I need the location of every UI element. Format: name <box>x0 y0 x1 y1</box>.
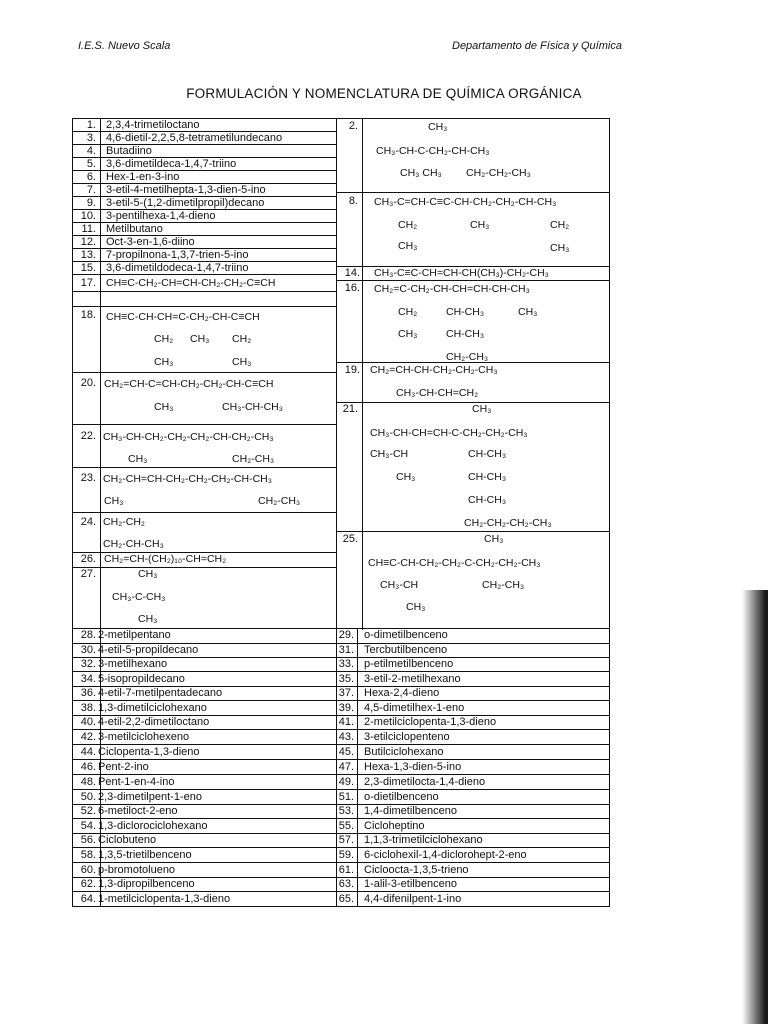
compound-name: 4-etil-5-propildecano <box>98 644 199 656</box>
row-number: 57. <box>338 834 354 846</box>
formula-18-branch: CH₂ <box>154 333 174 345</box>
row-number: 64. <box>80 893 96 905</box>
row-number: 30. <box>80 644 96 656</box>
compound-name: 3-etilciclopenteno <box>364 731 450 743</box>
formula-16-branch: CH₂ <box>398 306 418 318</box>
row-number: 43. <box>338 731 354 743</box>
formula-19-branch: CH₃-CH-CH=CH₂ <box>396 387 479 399</box>
school-name: I.E.S. Nuevo Scala <box>78 40 171 52</box>
formula-8-branch: CH₂ <box>398 219 418 231</box>
row-number: 14. <box>344 267 360 279</box>
row-number: 20. <box>80 377 96 389</box>
compound-name: 2-metilciclopenta-1,3-dieno <box>364 716 497 728</box>
formula-16-branch: CH-CH₃ <box>446 328 485 340</box>
row-number: 24. <box>80 516 96 528</box>
formula-19: CH₂=CH-CH-CH₂-CH₂-CH₃ <box>370 364 498 376</box>
row-number: 59. <box>338 849 354 861</box>
formula-25-branch: CH₃-CH <box>380 579 419 591</box>
compound-name: 1,1,3-trimetilciclohexano <box>364 834 483 846</box>
row-number: 42. <box>80 731 96 743</box>
compound-name: Oct-3-en-1,6-diino <box>106 236 195 248</box>
compound-name: p-etilmetilbenceno <box>364 658 454 670</box>
row-number: 56. <box>80 834 96 846</box>
formula-23-branch: CH₂-CH₃ <box>258 495 301 507</box>
row-number: 58. <box>80 849 96 861</box>
row-number: 36. <box>80 687 96 699</box>
department-name: Departamento de Física y Química <box>452 40 622 52</box>
formula-20-branch: CH₃-CH-CH₃ <box>222 401 284 413</box>
row-number: 38. <box>80 702 96 714</box>
compound-name: 3,6-dimetildodeca-1,4,7-triino <box>106 262 249 274</box>
compound-name: o-dimetilbenceno <box>364 629 448 641</box>
row-number: 63. <box>338 878 354 890</box>
row-number: 33. <box>338 658 354 670</box>
formula-8-branch: CH₃ <box>550 242 570 254</box>
row-number: 22. <box>80 430 96 442</box>
formula-27: CH₃ <box>138 613 158 625</box>
formula-16-branch: CH₃ <box>518 306 538 318</box>
compound-name: 4,5-dimetilhex-1-eno <box>364 702 465 714</box>
formula-21-branch: CH-CH₃ <box>468 471 507 483</box>
row-number: 10. <box>80 210 96 222</box>
compound-name: 2,3-dimetilocta-1,4-dieno <box>364 776 486 788</box>
row-number: 17. <box>80 277 96 289</box>
row-number: 47. <box>338 761 354 773</box>
compound-name: p-bromotolueno <box>98 864 176 876</box>
row-number: 32. <box>80 658 96 670</box>
row-number: 39. <box>338 702 354 714</box>
row-number: 13. <box>80 249 96 261</box>
row-number: 28. <box>80 629 96 641</box>
compound-name: 3-etil-2-metilhexano <box>364 673 461 685</box>
row-number: 29. <box>338 629 354 641</box>
formula-14: CH₃-C≡C-CH=CH-CH(CH₃)-CH₂-CH₃ <box>374 267 549 279</box>
row-number: 12. <box>80 236 96 248</box>
formula-25-branch: CH₃ <box>484 533 504 545</box>
formula-23: CH₂-CH=CH-CH₂-CH₂-CH₂-CH-CH₃ <box>103 473 273 485</box>
compound-name: Pent-2-ino <box>98 761 149 773</box>
row-number: 15. <box>80 262 96 274</box>
formula-27: CH₃ <box>138 568 158 580</box>
page-title: FORMULACIÓN Y NOMENCLATURA DE QUÍMICA ORGÁNICA <box>186 86 582 101</box>
compound-name: 6-ciclohexil-1,4-diclorohept-2-eno <box>364 849 527 861</box>
row-number: 27. <box>80 568 96 580</box>
row-number: 19. <box>344 364 360 376</box>
formula-25-branch: CH₃ <box>406 601 426 613</box>
formula-16-branch: CH₃ <box>398 328 418 340</box>
row-number: 50. <box>80 791 96 803</box>
formula-21-branch: CH-CH₃ <box>468 448 507 460</box>
compound-name: 2,3,4-trimetiloctano <box>106 119 200 131</box>
formula-21-branch: CH₃ <box>396 471 416 483</box>
compound-name: 3-pentilhexa-1,4-dieno <box>106 210 216 222</box>
formula-18: CH≡C-CH-CH=C-CH₂-CH-C≡CH <box>106 311 260 323</box>
formula-22-branch: CH₃ <box>128 453 148 465</box>
compound-name: 4,6-dietil-2,2,5,8-tetrametilundecano <box>106 132 283 144</box>
formula-27: CH₃-C-CH₃ <box>112 591 166 603</box>
row-number: 45. <box>338 746 354 758</box>
compound-name: Metilbutano <box>106 223 163 235</box>
row-number: 48. <box>80 776 96 788</box>
row-number: 34. <box>80 673 96 685</box>
compound-name: 1,3,5-trietilbenceno <box>98 849 192 861</box>
formula-16-branch: CH₂-CH₃ <box>446 351 489 363</box>
row-number: 62. <box>80 878 96 890</box>
formula-22: CH₃-CH-CH₂-CH₂-CH₂-CH-CH₂-CH₃ <box>103 431 274 443</box>
formula-20: CH₂=CH-C=CH-CH₂-CH₂-CH-C≡CH <box>104 378 274 390</box>
compound-name: 3-etil-4-metilhepta-1,3-dien-5-ino <box>106 184 266 196</box>
row-number: 65. <box>338 893 354 905</box>
formula-21-branch: CH₂-CH₂-CH₂-CH₃ <box>464 517 552 529</box>
compound-name: 4-etil-7-metilpentadecano <box>98 687 223 699</box>
formula-25-branch: CH₂-CH₃ <box>482 579 525 591</box>
row-number: 31. <box>338 644 354 656</box>
row-number: 49. <box>338 776 354 788</box>
row-number: 40. <box>80 716 96 728</box>
compound-name: Tercbutilbenceno <box>364 644 448 656</box>
compound-name: 4-etil-2,2-dimetiloctano <box>98 716 210 728</box>
compound-name: 1,3-dipropilbenceno <box>98 878 195 890</box>
row-number: 11. <box>81 223 96 235</box>
compound-name: 2-metilpentano <box>98 629 171 641</box>
row-number: 46. <box>80 761 96 773</box>
compound-name: Ciclopenta-1,3-dieno <box>98 746 200 758</box>
formula-18-branch: CH₃ <box>190 333 210 345</box>
formula-2-branch: CH₃ <box>428 121 448 133</box>
row-number: 44. <box>80 746 96 758</box>
formula-8: CH₃-C=CH-C≡C-CH-CH₂-CH₂-CH-CH₃ <box>374 196 557 208</box>
compound-name: 1,4-dimetilbenceno <box>364 805 457 817</box>
row-number: 2. <box>348 120 358 132</box>
formula-2-branch: CH₂-CH₂-CH₃ <box>466 167 531 179</box>
row-number: 54. <box>80 820 96 832</box>
compound-name: 3,6-dimetildeca-1,4,7-triino <box>106 158 237 170</box>
row-number: 5. <box>86 158 96 170</box>
formula-8-branch: CH₃ <box>398 240 418 252</box>
row-number: 41. <box>338 716 354 728</box>
compound-name: Cicloocta-1,3,5-trieno <box>364 864 469 876</box>
formula-21-branch: CH-CH₃ <box>468 494 507 506</box>
formula-21: CH₃-CH-CH=CH-C-CH₂-CH₂-CH₃ <box>370 427 528 439</box>
formula-8-branch: CH₂ <box>550 219 570 231</box>
formula-16: CH₂=C-CH₂-CH-CH=CH-CH-CH₃ <box>374 283 530 295</box>
row-number: 7. <box>86 184 96 196</box>
row-number: 25. <box>342 533 358 545</box>
row-number: 35. <box>338 673 354 685</box>
row-number: 26. <box>80 553 96 565</box>
compound-name: 3-etil-5-(1,2-dimetilpropil)decano <box>106 197 265 209</box>
row-number: 21. <box>342 403 358 415</box>
row-number: 6. <box>86 171 96 183</box>
compound-name: Butilciclohexano <box>364 746 444 758</box>
compound-name: 3-metilciclohexeno <box>98 731 190 743</box>
compound-name: Cicloheptino <box>364 820 425 832</box>
formula-8-branch: CH₃ <box>470 219 490 231</box>
compound-name: 7-propilnona-1,3,7-trien-5-ino <box>106 249 249 261</box>
formula-20-branch: CH₃ <box>154 401 174 413</box>
formula-17: CH≡C-CH₂-CH=CH-CH₂-CH₂-C≡CH <box>106 277 276 289</box>
row-number: 55. <box>338 820 354 832</box>
compound-name: 4,4-difenilpent-1-ino <box>364 893 462 905</box>
scan-shadow <box>742 590 768 1024</box>
formula-24: CH₂-CH₂ <box>103 516 145 528</box>
row-number: 61. <box>338 864 354 876</box>
formula-18-branch: CH₃ <box>154 356 174 368</box>
compound-name: Hexa-2,4-dieno <box>364 687 440 699</box>
row-number: 16. <box>344 282 360 294</box>
formula-2-branch: CH₃ CH₃ <box>400 167 442 179</box>
row-number: 23. <box>80 472 96 484</box>
compound-name: 1,3-dimetilciclohexano <box>98 702 207 714</box>
row-number: 1. <box>86 119 96 131</box>
formula-18-branch: CH₃ <box>232 356 252 368</box>
row-number: 51. <box>338 791 354 803</box>
compound-name: 5-isopropildecano <box>98 673 185 685</box>
row-number: 4. <box>86 145 96 157</box>
compound-name: Pent-1-en-4-ino <box>98 776 175 788</box>
row-number: 9. <box>86 197 96 209</box>
formula-18-branch: CH₂ <box>232 333 252 345</box>
compound-name: 2,3-dimetilpent-1-eno <box>98 791 202 803</box>
compound-name: Hex-1-en-3-ino <box>106 171 180 183</box>
compound-name: 1-alil-3-etilbenceno <box>364 878 457 890</box>
formula-23-branch: CH₃ <box>104 495 124 507</box>
formula-26: CH₂=CH-(CH₂)₁₀-CH=CH₂ <box>104 553 227 565</box>
compound-name: 1-metilciclopenta-1,3-dieno <box>98 893 231 905</box>
formula-16-branch: CH-CH₃ <box>446 306 485 318</box>
formula-21-branch: CH₃-CH <box>370 448 409 460</box>
compound-name: 1,3-diclorociclohexano <box>98 820 208 832</box>
compound-name: Ciclobuteno <box>98 834 157 846</box>
row-number: 18. <box>80 309 96 321</box>
row-number: 8. <box>348 195 358 207</box>
formula-22-branch: CH₂-CH₃ <box>232 453 275 465</box>
row-number: 53. <box>338 805 354 817</box>
row-number: 52. <box>80 805 96 817</box>
formula-24: CH₂-CH-CH₃ <box>103 538 164 550</box>
formula-25: CH≡C-CH-CH₂-CH₂-C-CH₂-CH₂-CH₃ <box>368 557 541 569</box>
row-number: 37. <box>338 687 354 699</box>
formula-21-branch: CH₃ <box>472 403 492 415</box>
compound-name: 6-metiloct-2-eno <box>98 805 178 817</box>
compound-name: Hexa-1,3-dien-5-ino <box>364 761 462 773</box>
compound-name: 3-metilhexano <box>98 658 168 670</box>
formula-2: CH₃-CH-C-CH₂-CH-CH₃ <box>376 145 490 157</box>
compound-name: o-dietilbenceno <box>364 791 439 803</box>
compound-name: Butadiino <box>106 145 152 157</box>
row-number: 3. <box>86 132 96 144</box>
row-number: 60. <box>80 864 96 876</box>
